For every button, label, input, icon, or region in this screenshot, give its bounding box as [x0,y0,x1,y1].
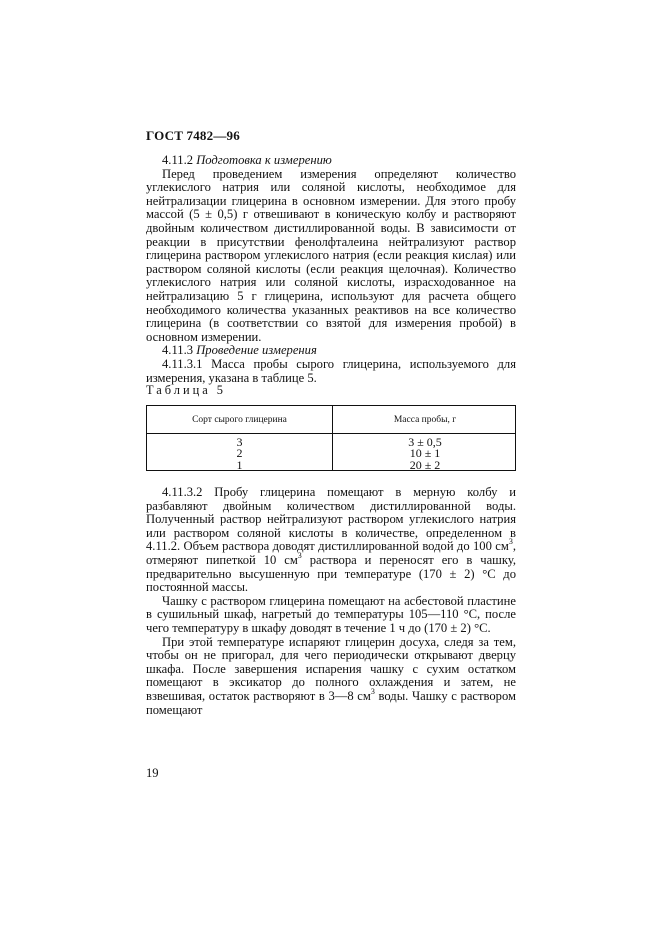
text-block-lower [146,486,516,717]
table-cell: 3 ± 0,5 [408,435,442,449]
table-column-grade [147,437,332,471]
table-divider-horizontal [147,433,515,434]
page-header: ГОСТ 7482—96 [146,128,240,143]
text-span: воды. Чашку с раствором помещают [146,688,516,717]
text-block-upper [146,154,516,385]
text-span: раствора и переносят его в чашку, предварительно высушенную при температуре (170 ± 2) °С до постоянной массы. [146,552,516,595]
section-number: 4.11.3 [162,343,194,358]
section-title: Подготовка к измерению [196,153,332,167]
table-cell: 2 [236,446,243,461]
section-title: Проведение измерения [196,343,317,358]
section-4-11-2-heading [146,154,516,168]
section-4-11-2-paragraph: Перед проведением измерения определяют количество углекислого натрия или соляной кислоты, необходимое для нейтрализации глицерина в основном измерении. Для этого пробу массой (5 ± 0,5) г отвешивают в коническую колбу и растворяют двойным количеством дистиллированной воды. В зависимости от реакции в присутствии фенолфталеина нейтрализуют раствор глицерина раствором углекислого натрия (если реакция кислая) или раствором соляной кислоты (если реакция щелочная). Количество углекислого натрия или соляной кислоты, израсходованное на нейтрализацию 5 г глицерина, используют для расчета общего необходимого количества указанных реактивов на все количество глицерина (в соответствии со взятой для измерения пробой) в основном измерении. [146,166,516,344]
table-cell: 3 [236,435,243,449]
table-cell: 20 ± 2 [409,457,441,472]
section-4-11-3-1-paragraph: 4.11.3.1 Масса пробы сырого глицерина, используемого для измерения, указана в таблице 5. [146,356,516,385]
table-5 [146,405,516,471]
table-cell: 1 [236,457,243,472]
paragraph-drying: Чашку с раствором глицерина помещают на асбестовой пластине в сушильный шкаф, нагретый до температуры 105—110 °С, после чего температуру в шкафу доводят в течение 1 ч до (170 ± 2) °С. [146,593,516,635]
section-number: 4.11.2 [162,153,194,167]
table-caption: Таблица 5 [146,383,226,397]
text-span: 4.11.3.2 Пробу глицерина помещают в мерную колбу и разбавляют двойным количеством дистиллированной воды. Полученный раствор нейтрализуют раствором углекислого натрия или раствором соляной кислоты в количестве, определенном в 4.11.2. Объем раствора доводят дистиллированной водой до 100 см [146,485,516,554]
table-cell: 10 ± 1 [409,446,441,461]
section-4-11-3-heading [146,344,516,358]
superscript: 3 [370,686,375,696]
table-header-mass: Масса пробы, г [393,415,457,425]
superscript: 3 [508,537,513,547]
paragraph-evaporation [146,636,516,718]
section-4-11-3-2-paragraph [146,486,516,595]
page-number: 19 [146,766,159,780]
table-header-grade: Сорт сырого глицерина [192,415,287,425]
text-span: , отмеряют пипеткой 10 см [146,539,516,567]
text-span: При этой температуре испаряют глицерин досуха, следя за тем, чтобы он не пригорал, для чего периодически открывают дверцу шкафа. После завершения испарения чашку с сухим остатком помещают в эксикатор до полного охлаждения и затем, не взвешивая, остаток растворяют в 3—8 см [146,634,516,703]
superscript: 3 [297,550,302,560]
table-column-mass [333,437,517,471]
